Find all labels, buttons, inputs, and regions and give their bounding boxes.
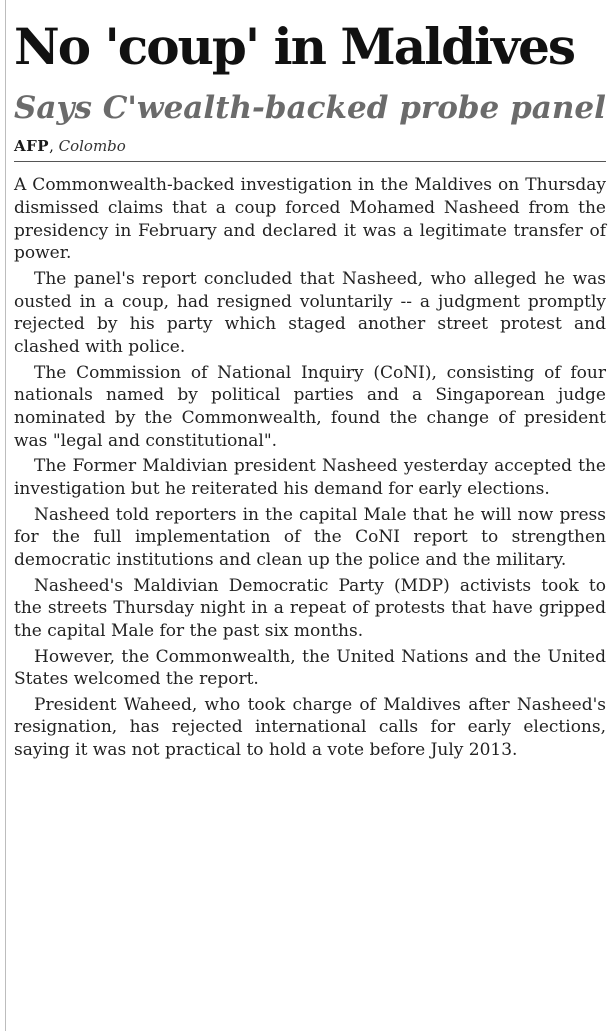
column-rule (5, 0, 6, 1031)
paragraph: However, the Commonwealth, the United Nations and the United States welcomed the report. (14, 646, 606, 690)
article-body (14, 174, 606, 762)
paragraph: Nasheed's Maldivian Democratic Party (MDP) activists took to the streets Thursday night in a repeat of protests that have gripped the capital Male for the past six months. (14, 575, 606, 642)
byline-agency: AFP (14, 137, 50, 155)
paragraph: Nasheed told reporters in the capital Male that he will now press for the full implementation of the CoNI report to strengthen democratic institutions and clean up the police and the military. (14, 504, 606, 571)
byline-location: Colombo (58, 137, 126, 155)
paragraph: The panel's report concluded that Nasheed, who alleged he was ousted in a coup, had resigned voluntarily -- a judgment promptly rejected by his party which staged another street protest and clashed with police. (14, 268, 606, 358)
byline: AFP, Colombo (14, 136, 606, 162)
paragraph: The Commission of National Inquiry (CoNI), consisting of four nationals named by political parties and a Singaporean judge nominated by the Commonwealth, found the change of president was "legal and constitutional". (14, 362, 606, 451)
news-article (14, 16, 606, 765)
headline: No 'coup' in Maldives (14, 17, 575, 76)
paragraph: A Commonwealth-backed investigation in the Maldives on Thursday dismissed claims that a coup forced Mohamed Nasheed from the presidency in February and declared it was a legitimate transfer of power. (14, 175, 606, 264)
paragraph: President Waheed, who took charge of Maldives after Nasheed's resignation, has rejected international calls for early elections, saying it was not practical to hold a vote before July 2013. (14, 694, 606, 761)
paragraph: The Former Maldivian president Nasheed yesterday accepted the investigation but he reiterated his demand for early elections. (14, 456, 606, 500)
subheadline: Says C'wealth-backed probe panel (14, 90, 606, 126)
